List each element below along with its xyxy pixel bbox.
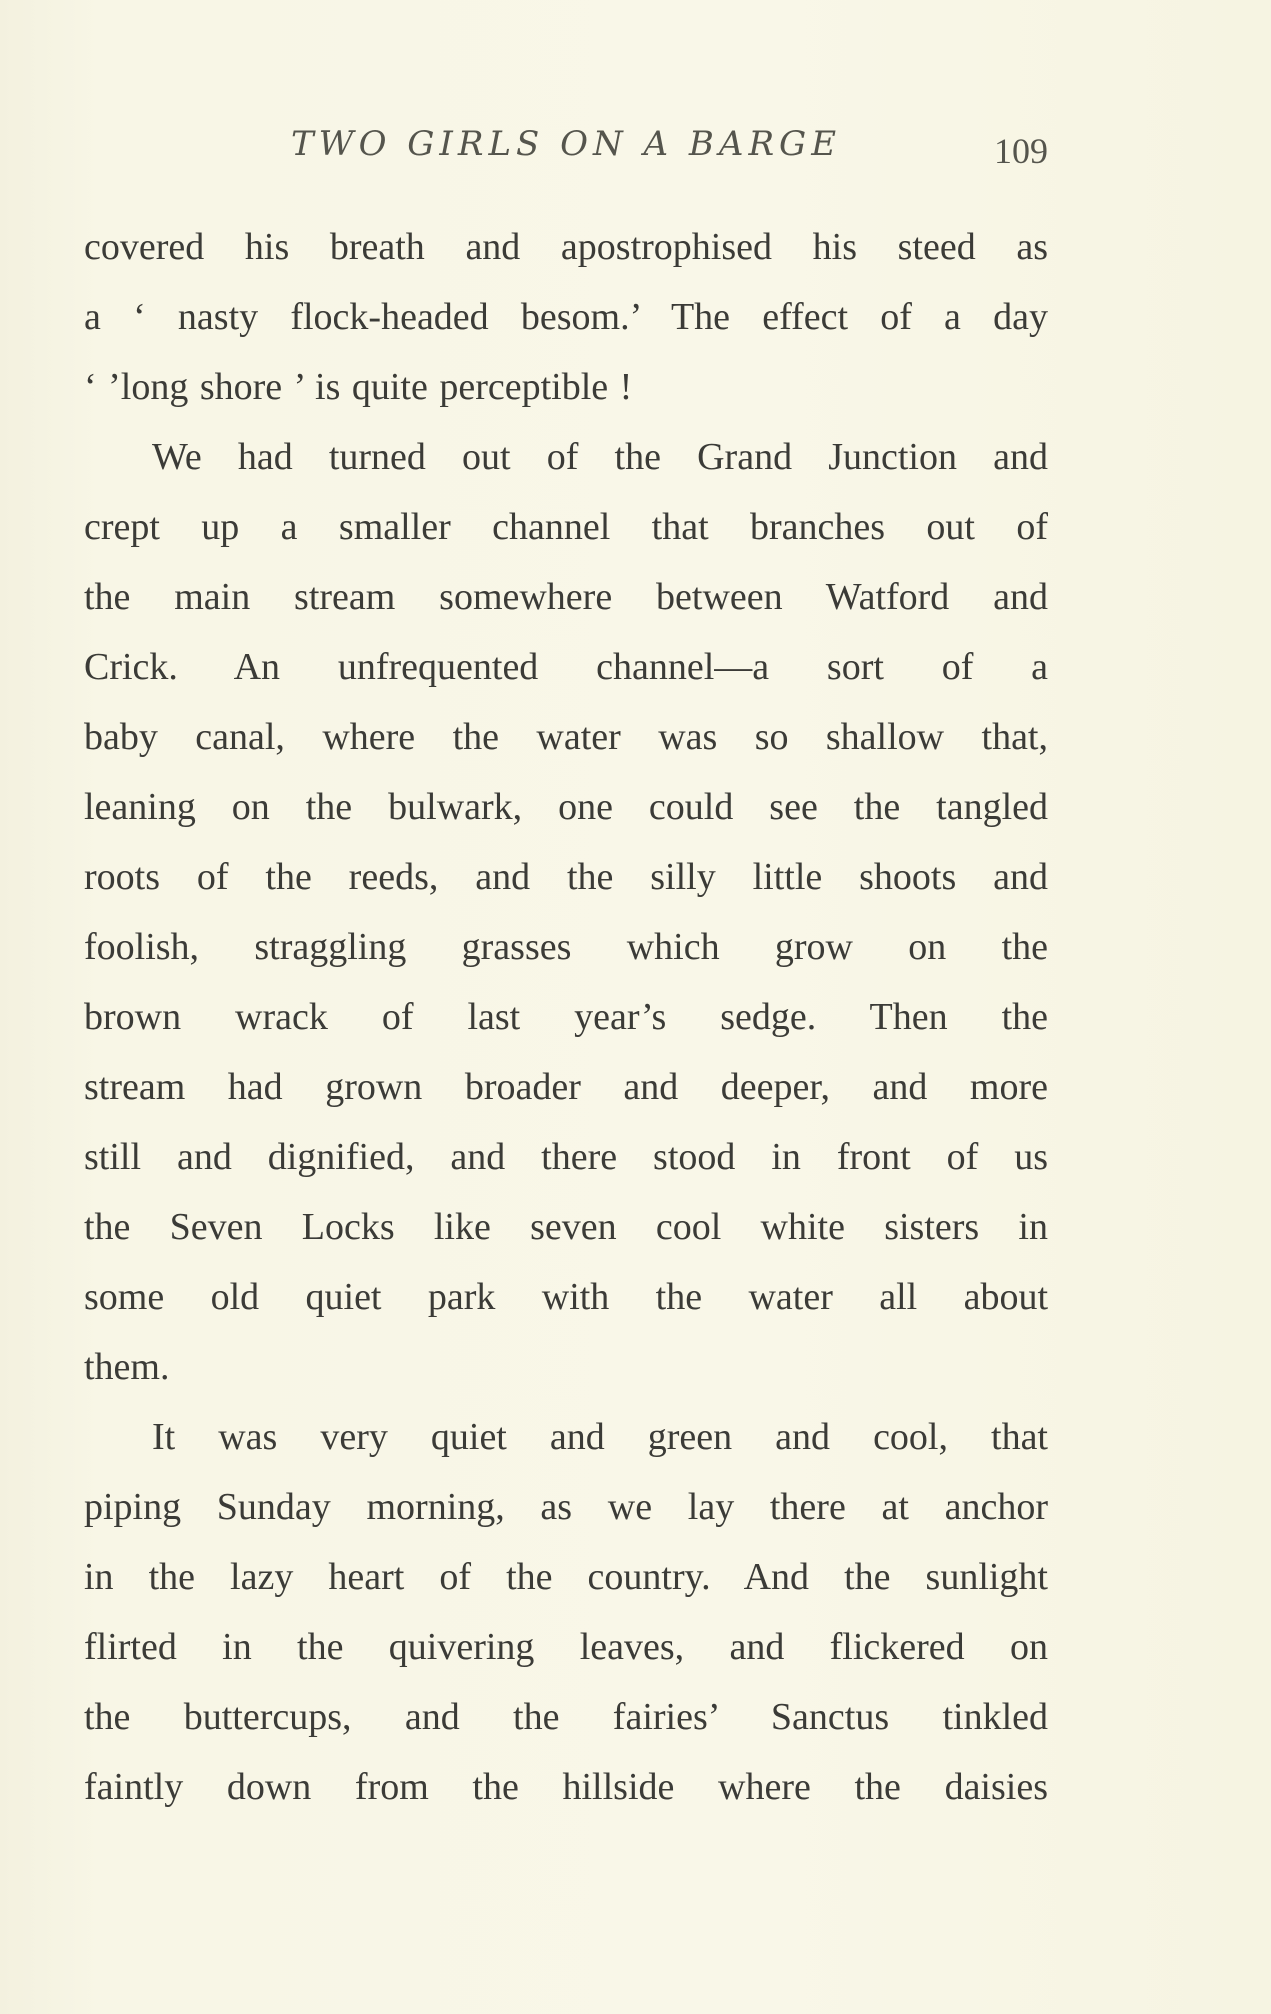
text-line: the main stream somewhere between Watford and: [84, 576, 1048, 618]
text-line: stream had grown broader and deeper, and more: [84, 1066, 1048, 1108]
text-line: still and dignified, and there stood in front of us: [84, 1136, 1048, 1178]
text-line: brown wrack of last year’s sedge. Then the: [84, 996, 1048, 1038]
body-text: [84, 212, 1048, 1822]
text-line: the Seven Locks like seven cool white sisters in: [84, 1206, 1048, 1248]
text-line: Crick. An unfrequented channel—a sort of a: [84, 646, 1048, 688]
page-number: 109: [994, 131, 1048, 171]
text-line: baby canal, where the water was so shallow that,: [84, 716, 1048, 758]
paragraph-start-line: It was very quiet and green and cool, that: [152, 1416, 1048, 1458]
text-line: in the lazy heart of the country. And the sunlight: [84, 1556, 1048, 1598]
text-line: some old quiet park with the water all about: [84, 1276, 1048, 1318]
text-line: a ‘ nasty flock-headed besom.’ The effect of a day: [84, 296, 1048, 338]
text-line: them.: [84, 1346, 170, 1388]
text-line: faintly down from the hillside where the daisies: [84, 1766, 1048, 1808]
paragraph-start-line: We had turned out of the Grand Junction and: [152, 436, 1048, 478]
text-line: ‘ ’long shore ’ is quite perceptible !: [84, 366, 633, 408]
text-line: covered his breath and apostrophised his steed as: [84, 226, 1048, 268]
text-line: leaning on the bulwark, one could see the tangled: [84, 786, 1048, 828]
text-line: roots of the reeds, and the silly little shoots and: [84, 856, 1048, 898]
running-title: TWO GIRLS ON A BARGE: [290, 124, 842, 164]
text-line: flirted in the quivering leaves, and flickered on: [84, 1626, 1048, 1668]
text-line: piping Sunday morning, as we lay there at anchor: [84, 1486, 1048, 1528]
text-line: crept up a smaller channel that branches out of: [84, 506, 1048, 548]
text-line: the buttercups, and the fairies’ Sanctus tinkled: [84, 1696, 1048, 1738]
text-line: foolish, straggling grasses which grow on the: [84, 926, 1048, 968]
running-head: [84, 118, 1048, 178]
